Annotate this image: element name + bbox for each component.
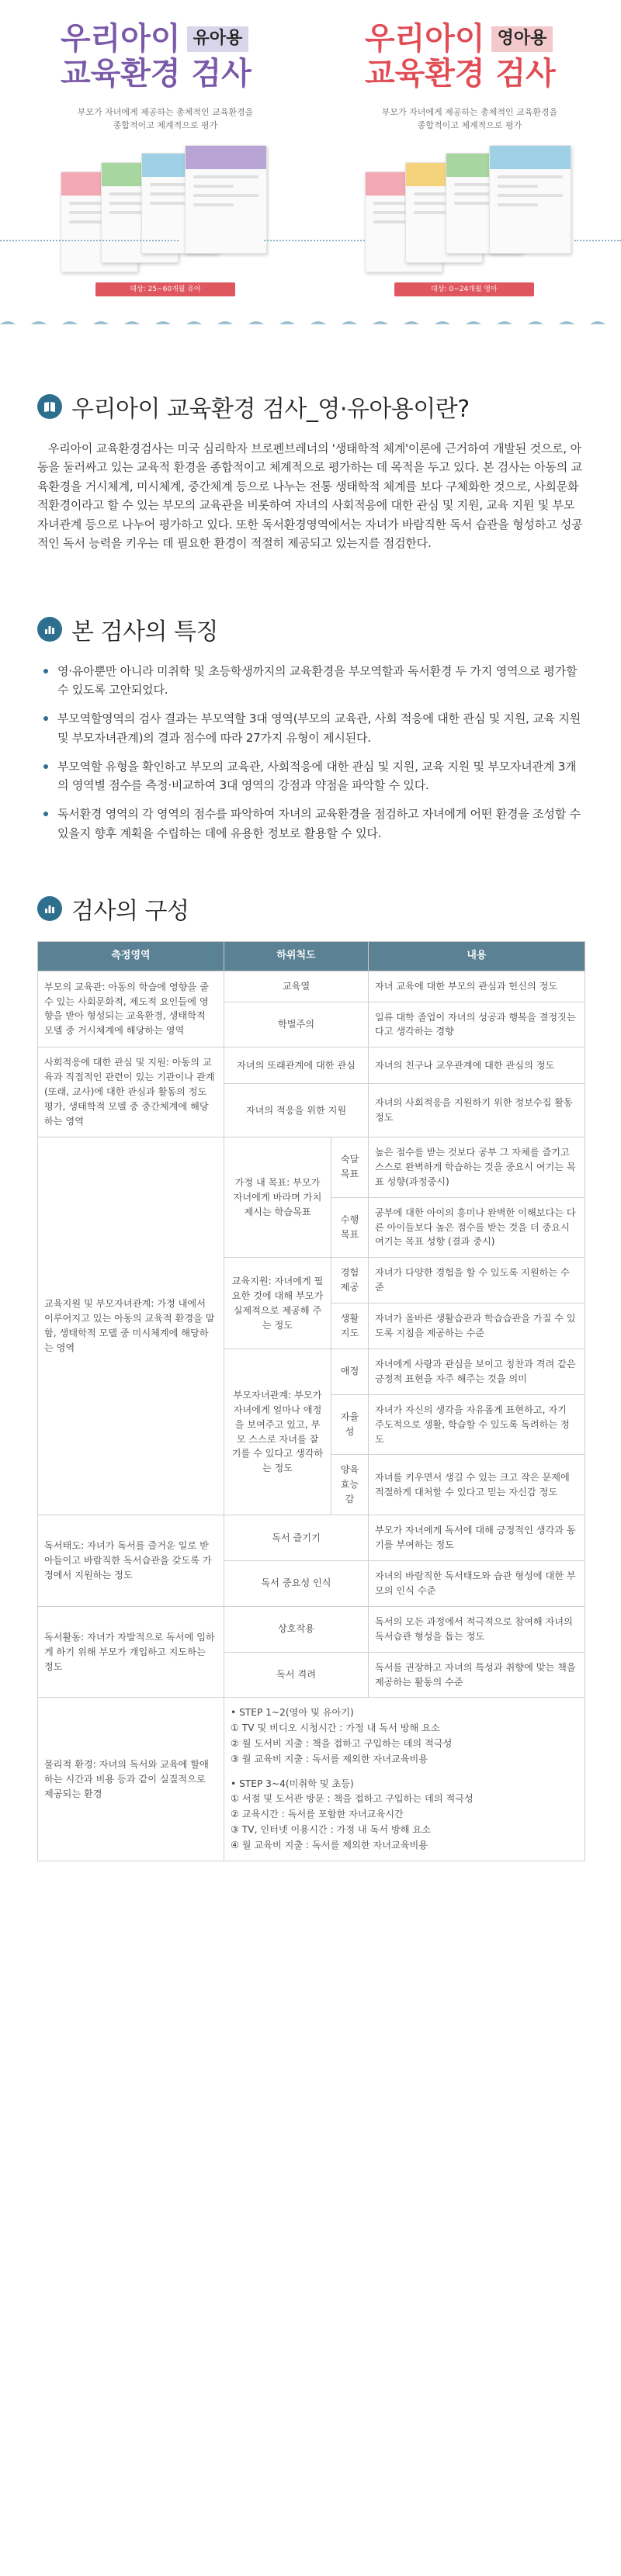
- dotted-divider: [264, 240, 365, 241]
- desc-line: 종합적이고 체계적으로 평가: [417, 120, 522, 131]
- chart-icon: [37, 896, 62, 921]
- list-item: 영·유아뿐만 아니라 미취학 및 초등학생까지의 교육환경을 부모역할과 독서환경 두 가지 영역으로 평가할 수 있도록 고안되었다.: [37, 662, 584, 701]
- subscale-cell: 수행목표: [331, 1197, 369, 1258]
- content-cell: 높은 점수를 받는 것보다 공부 그 자체를 즐기고 스스로 완벽하게 학습하는 것을 중요시 여기는 목표 성향(과정중시): [368, 1137, 585, 1197]
- desc-line: 부모가 자녀에게 제공하는 총체적인 교육환경을: [381, 106, 558, 117]
- step-item: ② 교육시간 : 독서를 포함한 자녀교육시간: [231, 1809, 404, 1820]
- content-cell: 자녀의 사회적응을 지원하기 위한 정보수집 활동 정도: [368, 1084, 585, 1137]
- age-chip: 영아용: [491, 26, 553, 52]
- column-header: 측정영역: [38, 941, 224, 971]
- column-header: 내용: [368, 941, 585, 971]
- feature-list: [37, 662, 584, 843]
- column-header: 하위척도: [224, 941, 369, 971]
- composition-table: [37, 941, 585, 1862]
- step-title: • STEP 3~4(미취학 및 초등): [231, 1778, 354, 1789]
- area-cell: 사회적응에 대한 관심 및 지원: 아동의 교육과 직접적인 관련이 있는 기관이나 관계(또래, 교사)에 대한 관심과 활동의 정도 평가, 생태학적 모델 중 중간체계에 해당하는 영역: [38, 1047, 224, 1137]
- booklet-image: [489, 145, 571, 254]
- booklet-image: [185, 145, 267, 254]
- subscale-cell: 자녀의 또래관계에 대한 관심: [224, 1047, 369, 1084]
- intro-section: [0, 390, 621, 553]
- subscale-group-cell: 부모자녀관계: 부모가 자녀에게 얼마나 애정을 보여주고 있고, 부모 스스로 자녀를 잘 기를 수 있다고 생각하는 정도: [224, 1349, 331, 1515]
- step-item: ④ 월 교육비 지출 : 독서를 제외한 자녀교육비용: [231, 1839, 428, 1851]
- table-row: [38, 971, 585, 1002]
- area-cell: 독서활동: 자녀가 자발적으로 독서에 임하게 하기 위해 부모가 개입하고 지도하는 정도: [38, 1606, 224, 1698]
- product-description: [61, 106, 270, 133]
- booklet-illustration: [61, 145, 270, 277]
- product-title: [61, 22, 348, 92]
- book-icon: [37, 394, 62, 419]
- subscale-cell: 자율성: [331, 1394, 369, 1455]
- subscale-cell: 학벌주의: [224, 1002, 369, 1047]
- table-row: [38, 1047, 585, 1084]
- booklet-illustration: [365, 145, 574, 277]
- content-cell: 일류 대학 졸업이 자녀의 성공과 행복을 결정짓는다고 생각하는 경향: [368, 1002, 585, 1047]
- table-row: [38, 1515, 585, 1561]
- content-cell: 공부에 대한 아이의 흥미나 완벽한 이해보다는 다른 아이들보다 높은 점수를 받는 것을 더 중요시 여기는 목표 성향 (결과 중시): [368, 1197, 585, 1258]
- content-cell: 자녀를 키우면서 생길 수 있는 크고 작은 문제에 적절하게 대처할 수 있다고 믿는 자신감 정도: [368, 1455, 585, 1515]
- step-block: [231, 1777, 578, 1854]
- desc-line: 부모가 자녀에게 제공하는 총체적인 교육환경을: [77, 106, 254, 117]
- subscale-cell: 양육 효능감: [331, 1455, 369, 1515]
- subscale-group-cell: 가정 내 목표: 부모가 자녀에게 바라며 가치제시는 학습목표: [224, 1137, 331, 1257]
- step-item: ① 서점 및 도서관 방문 : 책을 접하고 구입하는 데의 적극성: [231, 1793, 474, 1805]
- step-block: [231, 1705, 578, 1767]
- subscale-cell: 교육열: [224, 971, 369, 1002]
- table-row: [38, 1606, 585, 1652]
- section-title: 본 검사의 특징: [71, 618, 218, 646]
- content-cell: 자녀 교육에 대한 부모의 관심과 헌신의 정도: [368, 971, 585, 1002]
- infant-kit-panel: [61, 22, 348, 277]
- list-item: 부모역할영역의 검사 결과는 부모역할 3대 영역(부모의 교육관, 사회 적응에 대한 관심 및 지원, 교육 지원 및 부모자녀관계)의 결과 점수에 따라 27가지 유형이 제시된다.: [37, 709, 584, 748]
- bottom-spacer: [0, 1861, 621, 1908]
- content-cell: 자녀의 친구나 교우관계에 대한 관심의 정도: [368, 1047, 585, 1084]
- section-title: 검사의 구성: [71, 897, 189, 925]
- subscale-cell: 애정: [331, 1349, 369, 1394]
- section-heading: [37, 612, 584, 646]
- content-cell: 자녀가 자신의 생각을 자유롭게 표현하고, 자기 주도적으로 생활, 학습할 수 있도록 독려하는 정도: [368, 1394, 585, 1455]
- subscale-group-cell: 교육지원: 자녀에게 필요한 것에 대해 부모가 실제적으로 제공해 주는 정도: [224, 1258, 331, 1349]
- content-cell: 부모가 자녀에게 독서에 대해 긍정적인 생각과 동기를 부여하는 정도: [368, 1515, 585, 1561]
- dotted-divider: [0, 240, 179, 241]
- content-cell: 자녀의 바람직한 독서태도와 습관 형성에 대한 부모의 인식 수준: [368, 1561, 585, 1607]
- subscale-cell: 독서 즐기기: [224, 1515, 369, 1561]
- product-description: [365, 106, 574, 133]
- title-line2: 교육환경 검사: [365, 55, 556, 92]
- step-item: ② 월 도서비 지출 : 책을 접하고 구입하는 데의 적극성: [231, 1737, 453, 1749]
- subscale-cell: 생활지도: [331, 1304, 369, 1349]
- table-row: [38, 1698, 585, 1861]
- target-age-badge: 대상: 25~60개월 유아: [95, 282, 235, 296]
- step-item: ① TV 및 비디오 시청시간 : 가정 내 독서 방해 요소: [231, 1723, 440, 1734]
- list-item: 부모역할 유형을 확인하고 부모의 교육관, 사회적응에 대한 관심 및 지원, 교육 지원 및 부모자녀관계 3개의 영역별 점수를 측정·비교하여 3대 영역의 강점과 약점을 파악할 수 있다.: [37, 757, 584, 796]
- features-section: [0, 612, 621, 843]
- section-heading: [37, 390, 584, 424]
- composition-section: [0, 892, 621, 1862]
- chart-icon: [37, 617, 62, 642]
- step-list-cell: [224, 1698, 585, 1861]
- subscale-cell: 독서 중요성 인식: [224, 1561, 369, 1607]
- wave-divider: [0, 318, 621, 324]
- age-chip: 유아용: [187, 26, 249, 52]
- area-cell: 부모의 교육관: 아동의 학습에 영향을 줄 수 있는 사회문화적, 제도적 요인들에 영향을 받아 형성되는 교육환경, 생태학적 모델 중 거시체계에 해당하는 영역: [38, 971, 224, 1047]
- subscale-cell: 경험제공: [331, 1258, 369, 1304]
- product-banner: [0, 0, 621, 324]
- area-cell: 물리적 환경: 자녀의 독서와 교육에 할애하는 시간과 비용 등과 같이 실질적으로 제공되는 환경: [38, 1698, 224, 1861]
- subscale-cell: 상호작용: [224, 1606, 369, 1652]
- area-cell: 교육지원 및 부모자녀관계: 가정 내에서 이루어지고 있는 아동의 교육적 환경을 말함, 생태학적 모델 중 미시체계에 해당하는 영역: [38, 1137, 224, 1515]
- content-cell: 자녀에게 사랑과 관심을 보이고 칭찬과 격려 같은 긍정적 표현을 자주 해주는 것을 의미: [368, 1349, 585, 1394]
- table-row: [38, 1137, 585, 1197]
- step-title: • STEP 1~2(영아 및 유아기): [231, 1707, 354, 1719]
- subscale-cell: 숙달목표: [331, 1137, 369, 1197]
- title-line1: 우리아이: [365, 21, 485, 57]
- dotted-divider: [574, 240, 621, 241]
- section-title: 우리아이 교육환경 검사_영·유아용이란?: [71, 396, 470, 423]
- step-item: ③ TV, 인터넷 이용시간 : 가정 내 독서 방해 요소: [231, 1823, 431, 1835]
- product-title: [365, 22, 621, 92]
- desc-line: 종합적이고 체계적으로 평가: [113, 120, 218, 131]
- table-header-row: [38, 941, 585, 971]
- content-cell: 자녀가 다양한 경험을 할 수 있도록 지원하는 수준: [368, 1258, 585, 1304]
- step-item: ③ 월 교육비 지출 : 독서를 제외한 자녀교육비용: [231, 1753, 428, 1764]
- content-cell: 독서의 모든 과정에서 적극적으로 참여해 자녀의 독서습관 형성을 돕는 정도: [368, 1606, 585, 1652]
- title-line2: 교육환경 검사: [61, 55, 252, 92]
- toddler-kit-panel: [365, 22, 621, 277]
- section-heading: [37, 892, 584, 926]
- intro-paragraph: 우리아이 교육환경검사는 미국 심리학자 브로펜브레너의 '생태학적 체계'이론에 근거하여 개발된 것으로, 아동을 둘러싸고 있는 교육적 환경을 종합적이고 체계적으로 평가하는 데 목적을 두고 있다. 본 검사는 아동의 교육환경을 거시체계, 미시체계, 중간체계 등으로 나누는 전통 생태학적 체계를 보다 구체화한 것으로, 사회문화적환경이라고 할 수 있는 부모의 교육관을 비롯하여 자녀의 사회적응에 대한 관심 및 지원, 교육 지원 및 부모자녀관계 등으로 나누어 평가하고 있다. 또한 독서환경영역에서는 자녀가 바람직한 독서 습관을 형성하고 성공적인 독서 능력을 키우는 데 필요한 환경이 적절히 제공되고 있는지를 점검한다.: [37, 441, 583, 551]
- target-age-badge: 대상: 0~24개월 영아: [394, 282, 534, 296]
- content-cell: 독서를 권장하고 자녀의 특성과 취향에 맞는 책을 제공하는 활동의 수준: [368, 1652, 585, 1698]
- title-line1: 우리아이: [61, 21, 181, 57]
- list-item: 독서환경 영역의 각 영역의 점수를 파악하여 자녀의 교육환경을 점검하고 자녀에게 어떤 환경을 조성할 수 있을지 향후 계획을 수립하는 데에 유용한 정보로 활용할 수 있다.: [37, 805, 584, 843]
- subscale-cell: 독서 격려: [224, 1652, 369, 1698]
- content-cell: 자녀가 올바른 생활습관과 학습습관을 가질 수 있도록 지침을 제공하는 수준: [368, 1304, 585, 1349]
- area-cell: 독서태도: 자녀가 독서를 즐거운 일로 받아들이고 바람직한 독서습관을 갖도록 가정에서 지원하는 정도: [38, 1515, 224, 1607]
- subscale-cell: 자녀의 적응을 위한 지원: [224, 1084, 369, 1137]
